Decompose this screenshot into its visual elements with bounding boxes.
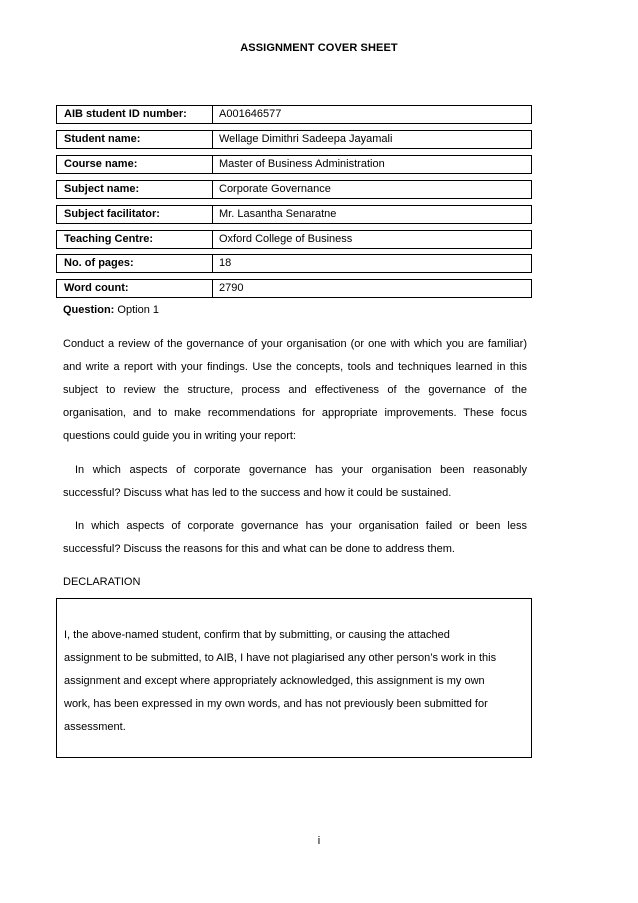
- info-value: Mr. Lasantha Senaratne: [219, 208, 337, 220]
- question-value: Option 1: [117, 304, 159, 316]
- info-row-subject-name: [56, 180, 532, 199]
- info-value: 2790: [219, 282, 244, 294]
- info-value: Oxford College of Business: [219, 233, 353, 245]
- info-value: A001646577: [219, 108, 282, 120]
- info-label: No. of pages:: [57, 255, 213, 272]
- document-title: ASSIGNMENT COVER SHEET: [240, 42, 398, 54]
- focus-question-1: In which aspects of corporate governance has your organisation been reasonably successful? Discuss what has led to the success and how it could be sustained.: [63, 464, 527, 499]
- info-row-pages: [56, 254, 532, 273]
- info-row-student-name: [56, 130, 532, 149]
- info-label: Course name:: [57, 156, 213, 173]
- info-label: AIB student ID number:: [57, 106, 213, 123]
- info-value: 18: [219, 257, 232, 269]
- info-value: Corporate Governance: [219, 183, 331, 195]
- declaration-box: [56, 598, 532, 758]
- info-value: Master of Business Administration: [219, 158, 385, 170]
- info-label: Teaching Centre:: [57, 231, 213, 248]
- question-line: [63, 304, 159, 316]
- question-paragraph: Conduct a review of the governance of your organisation (or one with which you are familiar) and write a report with your findings. Use the concepts, tools and techniques learned in this subject to review the structure, process and effectiveness of the governance of the organisation, and to make recommendations for appropriate improvements. These focus questions could guide you in writing your report:: [63, 338, 527, 442]
- info-label: Subject facilitator:: [57, 206, 213, 223]
- info-label: Word count:: [57, 280, 213, 297]
- info-label: Student name:: [57, 131, 213, 148]
- info-row-student-id: [56, 105, 532, 124]
- declaration-heading: DECLARATION: [63, 576, 141, 588]
- info-row-teaching-centre: [56, 230, 532, 249]
- question-label: Question:: [63, 304, 115, 316]
- page-number: i: [317, 835, 321, 847]
- info-row-course-name: [56, 155, 532, 174]
- info-row-word-count: [56, 279, 532, 298]
- focus-question-2: In which aspects of corporate governance has your organisation failed or been less successful? Discuss the reasons for this and what can be done to address them.: [63, 520, 527, 555]
- info-label: Subject name:: [57, 181, 213, 198]
- info-value: Wellage Dimithri Sadeepa Jayamali: [219, 133, 393, 145]
- info-row-subject-facilitator: [56, 205, 532, 224]
- declaration-text: I, the above-named student, confirm that by submitting, or causing the attached assignment to be submitted, to AIB, I have not plagiarised any other person’s work in this assignment and except where appropriately acknowledged, this assignment is my own work, has been expressed in my own words, and has not previously been submitted for assessment.: [64, 629, 497, 733]
